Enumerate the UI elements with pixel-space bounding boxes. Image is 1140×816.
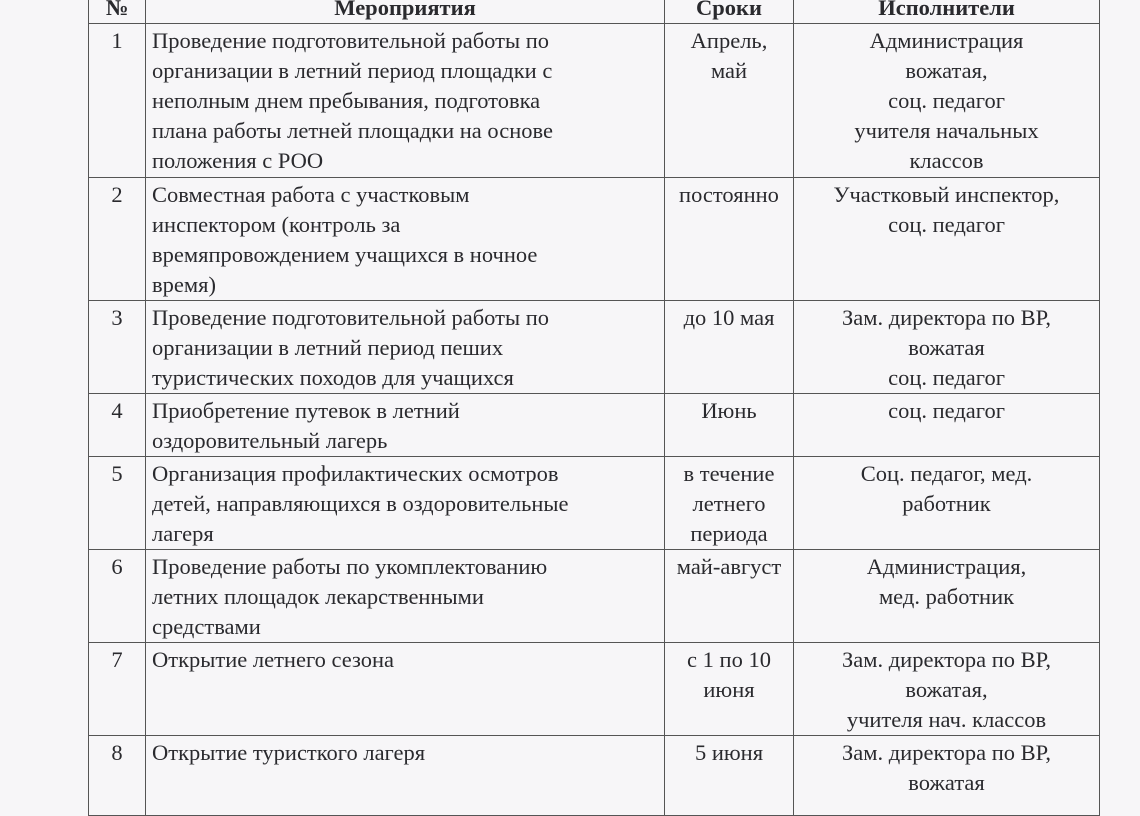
- event-cell-line: время): [152, 272, 216, 297]
- row-number: 8: [89, 736, 146, 816]
- term-cell-line: до 10 мая: [683, 305, 775, 330]
- table-row: [89, 178, 1100, 301]
- responsible-cell-line: классов: [909, 148, 984, 173]
- event-cell-line: лагеря: [152, 521, 214, 546]
- event-cell-line: летних площадок лекарственными: [152, 584, 484, 609]
- table-header-row: [89, 0, 1100, 24]
- table-row: [89, 24, 1100, 178]
- responsible-cell: [794, 550, 1100, 643]
- events-table: [88, 0, 1100, 816]
- table-row: [89, 550, 1100, 643]
- header-terms: Сроки: [665, 0, 794, 24]
- responsible-cell-line: Зам. директора по ВР,: [841, 740, 1051, 765]
- row-number: 1: [89, 24, 146, 178]
- term-cell: [665, 457, 794, 550]
- responsible-cell: [794, 736, 1100, 816]
- term-cell-line: май: [710, 58, 748, 83]
- event-cell-line: оздоровительный лагерь: [152, 428, 388, 453]
- event-cell-line: инспектором (контроль за: [152, 212, 401, 237]
- event-cell: [146, 643, 665, 736]
- responsible-cell-line: учителя нач. классов: [846, 707, 1047, 732]
- event-cell: [146, 24, 665, 178]
- table-row: [89, 736, 1100, 816]
- responsible-cell-line: мед. работник: [878, 584, 1015, 609]
- table-row: [89, 457, 1100, 550]
- responsible-cell-line: соц. педагог: [888, 88, 1005, 113]
- responsible-cell-line: Зам. директора по ВР,: [841, 647, 1051, 672]
- table-row: [89, 301, 1100, 394]
- responsible-cell: [794, 643, 1100, 736]
- event-cell-line: положения с РОО: [152, 148, 324, 173]
- table-row: [89, 643, 1100, 736]
- responsible-cell-line: вожатая: [908, 335, 985, 360]
- event-cell-line: Проведение подготовительной работы по: [152, 305, 549, 330]
- event-cell-line: Открытие летнего сезона: [152, 647, 395, 672]
- responsible-cell-line: вожатая: [908, 770, 985, 795]
- responsible-cell-line: вожатая,: [905, 677, 988, 702]
- term-cell: [665, 301, 794, 394]
- responsible-cell: [794, 394, 1100, 457]
- row-number: 5: [89, 457, 146, 550]
- header-number: №: [89, 0, 146, 24]
- event-cell-line: плана работы летней площадки на основе: [152, 118, 553, 143]
- header-events: Мероприятия: [146, 0, 665, 24]
- term-cell-line: летнего: [692, 491, 766, 516]
- term-cell-line: Апрель,: [690, 28, 768, 53]
- responsible-cell-line: Администрация: [869, 28, 1024, 53]
- responsible-cell-line: Соц. педагог, мед.: [860, 461, 1033, 486]
- event-cell-line: Проведение подготовительной работы по: [152, 28, 549, 53]
- event-cell-line: организации в летний период пеших: [152, 335, 504, 360]
- term-cell: [665, 24, 794, 178]
- term-cell-line: Июнь: [701, 398, 757, 423]
- row-number: 3: [89, 301, 146, 394]
- event-cell: [146, 550, 665, 643]
- responsible-cell-line: вожатая,: [905, 58, 988, 83]
- responsible-cell-line: соц. педагог: [888, 365, 1005, 390]
- responsible-cell-line: работник: [902, 491, 991, 516]
- header-responsible: Исполнители: [794, 0, 1100, 24]
- term-cell: [665, 178, 794, 301]
- term-cell-line: 5 июня: [694, 740, 764, 765]
- event-cell-line: Проведение работы по укомплектованию: [152, 554, 548, 579]
- event-cell-line: Открытие туристкого лагеря: [152, 740, 426, 765]
- responsible-cell-line: соц. педагог: [888, 398, 1005, 423]
- responsible-cell-line: Администрация,: [866, 554, 1027, 579]
- term-cell: [665, 736, 794, 816]
- term-cell: [665, 643, 794, 736]
- event-cell-line: средствами: [152, 614, 261, 639]
- row-number: 6: [89, 550, 146, 643]
- responsible-cell: [794, 178, 1100, 301]
- responsible-cell: [794, 457, 1100, 550]
- row-number: 4: [89, 394, 146, 457]
- term-cell-line: периода: [690, 521, 768, 546]
- responsible-cell: [794, 24, 1100, 178]
- term-cell-line: с 1 по 10: [687, 647, 771, 672]
- term-cell: [665, 394, 794, 457]
- event-cell-line: туристических походов для учащихся: [152, 365, 514, 390]
- term-cell-line: в течение: [683, 461, 775, 486]
- responsible-cell-line: соц. педагог: [888, 212, 1005, 237]
- event-cell: [146, 457, 665, 550]
- responsible-cell-line: учителя начальных: [854, 118, 1039, 143]
- term-cell-line: постоянно: [679, 182, 779, 207]
- event-cell-line: Организация профилактических осмотров: [152, 461, 559, 486]
- event-cell-line: Приобретение путевок в летний: [152, 398, 460, 423]
- event-cell: [146, 394, 665, 457]
- table-row: [89, 394, 1100, 457]
- event-cell-line: времяпровождением учащихся в ночное: [152, 242, 538, 267]
- row-number: 7: [89, 643, 146, 736]
- event-cell-line: Совместная работа с участковым: [152, 182, 470, 207]
- event-cell: [146, 736, 665, 816]
- term-cell-line: июня: [703, 677, 755, 702]
- term-cell: [665, 550, 794, 643]
- responsible-cell-line: Зам. директора по ВР,: [841, 305, 1051, 330]
- event-cell: [146, 178, 665, 301]
- event-cell: [146, 301, 665, 394]
- event-cell-line: организации в летний период площадки с: [152, 58, 553, 83]
- row-number: 2: [89, 178, 146, 301]
- responsible-cell: [794, 301, 1100, 394]
- event-cell-line: детей, направляющихся в оздоровительные: [152, 491, 569, 516]
- term-cell-line: май-август: [676, 554, 782, 579]
- responsible-cell-line: Участковый инспектор,: [833, 182, 1060, 207]
- event-cell-line: неполным днем пребывания, подготовка: [152, 88, 541, 113]
